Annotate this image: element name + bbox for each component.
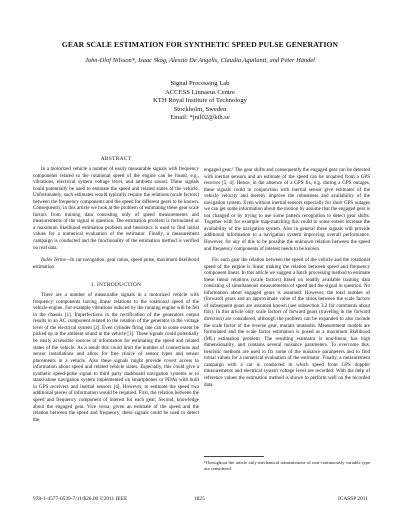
footnote-divider <box>204 456 264 457</box>
affiliation-line: Signal Processing Lab <box>170 80 230 87</box>
footer-copyright: 978-1-4577-0539-7/11/$26.00 ©2011 IEEE <box>33 496 128 502</box>
affiliation-line: Stockholm, Sweden <box>173 105 227 113</box>
index-terms-text: In car navigation, gear ratios, speed pulse, maximum likelihood estimation <box>33 257 199 270</box>
intro-paragraph: For each gear the relation between the speed of the vehicle and the rotational speed of the engine is linear making the relation between speed and frequency component linear. In this article we suggest a batch processing method to estimate these linear relations (scale factors) based on readily available training data consisting of simultaneous measurements of speed and the signal in question. No information about engaged gears is assumed. However, the total number of (forward) gears and an approximate value of the ratios between the scale factors of subsequent gears are assumed known (see subsection 3.2 for comments about this). In this article only scale factors of forward gears (traveling in the forward direction) are considered, although the problem can be expanded to also include the scale factor of the reverse gear, mutatis mutandis. Measurement models are formulated and the scale factor estimation is posed as a maximum likelihood (ML) estimation problem. The resulting estimator is non-linear, has high dimensionality, and contains several nuisance parameters. To overcome this, heuristic methods are used to fix some of the nuisance parameters and to find initial values for a numerical evaluation of the estimator. Finally, a measurement campaign with a car is conducted in which speed from GPS doppler measurements and electrical system voltage level are recorded. With the help of reference values the estimation method is shown to perform well on the recorded data. <box>204 257 370 388</box>
affiliation-line: ACCESS Linnaeus Centre <box>165 88 235 96</box>
intro-paragraph-continued: engaged gear.¹ The gear shifts and consequently the engaged gear can be detected with inertial sensors and an estimate of the speed can be acquired from a GPS receiver [5, 4]. Hence, in the absence of a GPS fix, e.g. during a GPS outages, these signals could in conjunction with inertial sensor give estimates of the vehicle velocity and thereby improve the robustness and availability of the navigation system. Even without inertial sensors especially for short GPS outages we can get some information about the motion by assume that the engaged gear is not changed or by trying to use some pattern recognition to detect gear shifts. Together with for example map-matching this could to some extent increase the availability of the navigation system. Also in general these signals will provide additional information to a navigation system improving overall performance. However, for any of this to be possible the unknown relation between the speed and frequency components of interest needs to be known. <box>204 167 370 252</box>
right-column <box>204 167 370 388</box>
footnote: ¹Throughout the article only mechanical transmissions of non-continuously variable type are considered. <box>204 460 370 471</box>
index-terms-label: Index Terms— <box>41 257 71 264</box>
affiliation-block <box>20 80 380 123</box>
abstract-heading: ABSTRACT <box>100 156 132 162</box>
intro-heading: 1. INTRODUCTION <box>90 282 142 289</box>
intro-paragraph: There are a number of measurable signals in a motorized vehicle with frequency components having linear relations to the rotational speed of the vehicle engine. For example vibrations induced by the running engine will be felt in the chassis [1]. Imperfections in the rectification of the generators output results in an AC component related to the rotation of the generator in the voltage level of the electrical system [2]. Even cylinder firing rate can to some extent be picked up in the ambient sound in the vehicle [3]. These signals could potentially be easily accessible sources of information for estimating the speed and related states of the vehicle. As a result this could limit the number of connections and sensor installations and allow for free choice of sensor types and sensor placements in a vehicle. Also these signals might provide covert access to information about speed and related vehicle states. Especially, this could give a synthetic speed-pulse signal to third party dashboard navigation systems or to stand-alone navigation system implemented on smartphones or PDAs with built in GPS receivers and inertial sensors [4]. However, to estimate the speed two additional pieces of information would be required. First, the relation between the speed and frequency component of interest for each gear; Second, knowledge about the engaged gear. Vice versa, given an estimate of the speed and the relation between the speed and frequency, these signals could be used to detect the <box>33 292 199 423</box>
index-terms <box>33 257 199 270</box>
author-list: John-Olof Nilsson*, Isaac Skog, Alessio De Angelis, Claudia Aquilanti, and Peter Händel <box>85 57 315 64</box>
left-column <box>33 156 199 423</box>
affiliation-email: Email: *jnil02@kth.se <box>170 114 230 122</box>
footer-page-number: 1825 <box>194 496 205 502</box>
abstract-text: In a motorized vehicle a number of easily measurable signals with frequency components related to the rotational speed of the engine can be found, e.g., vibrations, electrical system voltage level, and ambient sound. These signals could potentially be used to estimate the speed and related states of the vehicle. Unfortunately, such estimates would typically require the relations (scale factors) between the frequency components and the speed for different gears to be known. Consequently, in this article we look at the problem of estimating these gear scale factors from training data consisting only of speed measurements and measurements of the signal in question. The estimation problem is formulated as a maximum likelihood estimation problem and heuristics is used to find initial values for a numerical evaluation of the estimator. Finally, a measurement campaign is conducted and the functionality of the estimation method is verified on real data. <box>33 166 199 251</box>
paper-title: GEAR SCALE ESTIMATION FOR SYNTHETIC SPEED PULSE GENERATION <box>61 40 339 49</box>
affiliation-line: KTH Royal Institute of Technology <box>153 97 247 105</box>
footer-conference: ICASSP 2011 <box>338 496 369 502</box>
